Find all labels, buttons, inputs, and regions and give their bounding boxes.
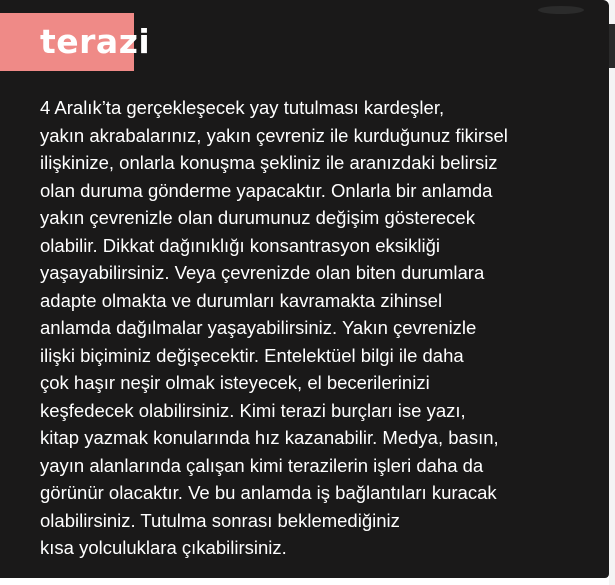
body-line: olan duruma gönderme yapacaktır. Onlarla bir anlamda <box>40 179 493 201</box>
body-line: ilişkinize, onlarla konuşma şekliniz ile aranızdaki belirsiz <box>40 152 498 173</box>
body-line: kitap yazmak konularında hız kazanabilir. Medya, basın, <box>40 427 499 448</box>
body-line: çok haşır neşir olmak isteyecek, el becerilerinizi <box>40 372 430 393</box>
body-line: anlamda dağılmalar yaşayabilirsiniz. Yakın çevrenizle <box>40 317 477 338</box>
body-line: kısa yolculuklara çıkabilirsiniz. <box>40 537 287 558</box>
body-line: yakın akrabalarınız, yakın çevreniz ile kurduğunuz fikirsel <box>40 124 508 146</box>
page-edge-right <box>609 0 615 585</box>
body-line: olabilirsiniz. Tutulma sonrası beklemediğiniz <box>40 509 400 531</box>
corner-shadow-mark <box>538 6 584 14</box>
body-line: olabilir. Dikkat dağınıklığı konsantrasyon eksikliği <box>40 234 440 256</box>
zodiac-title: terazi <box>40 22 151 61</box>
horoscope-body <box>40 94 600 562</box>
page-edge-bottom <box>0 578 609 585</box>
body-line: ilişki biçiminiz değişecektir. Entelektüel bilgi ile daha <box>40 344 464 366</box>
body-line: yakın çevrenizle olan durumunuz değişim gösterecek <box>40 207 475 228</box>
body-line: keşfedecek olabilirsiniz. Kimi terazi burçları ise yazı, <box>40 399 466 421</box>
body-line: görünür olacaktır. Ve bu anlamda iş bağlantıları kuracak <box>40 482 497 503</box>
body-line: 4 Aralık’ta gerçekleşecek yay tutulması kardeşler, <box>40 97 445 118</box>
body-line: yaşayabilirsiniz. Veya çevrenizde olan biten durumlara <box>40 262 485 283</box>
body-line: yayın alanlarında çalışan kimi terazilerin işleri daha da <box>40 454 484 476</box>
body-line: adapte olmakta ve durumları kavramakta zihinsel <box>40 289 443 311</box>
page-edge-tab <box>609 24 615 68</box>
